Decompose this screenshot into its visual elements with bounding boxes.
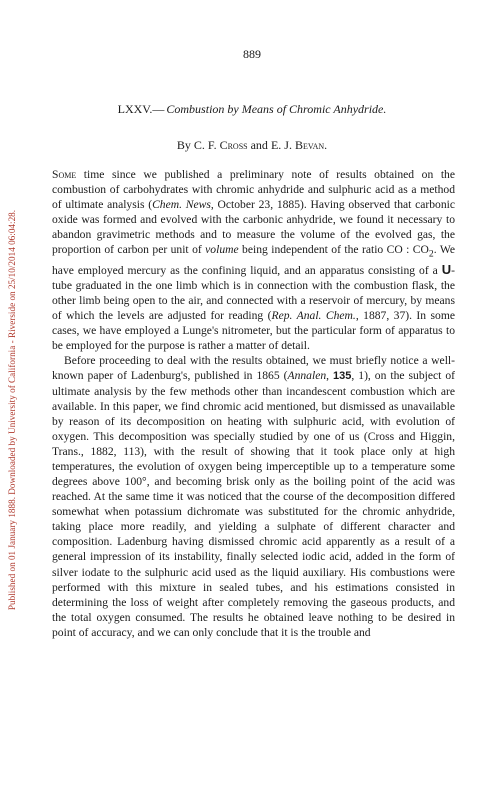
page-number: 889 bbox=[243, 47, 261, 61]
download-notice-text: Published on 01 January 1888. Downloaded by University of California - Riverside on 25/10/2014 06:04:28. bbox=[7, 209, 17, 611]
paragraph-text-run: volume bbox=[205, 243, 239, 257]
paragraph-text-run: time since we published a preliminary note of results obtained on the combustion of carbohydrates with chromic anhydride and sulphuric acid as a method of ultimate analysis ( bbox=[52, 168, 455, 212]
article-body bbox=[52, 167, 455, 640]
download-notice-sidebar bbox=[0, 0, 24, 792]
byline-suffix: . bbox=[324, 138, 328, 152]
paragraph-text-run: Rep. Anal. Chem. bbox=[271, 308, 356, 322]
paragraph-text-run: Chem. News bbox=[152, 198, 211, 212]
author-name: E. J. Bevan bbox=[270, 138, 325, 152]
body-paragraph bbox=[52, 353, 455, 640]
author-name: C. F. Cross bbox=[193, 138, 248, 152]
article-title bbox=[0, 102, 504, 117]
paragraph-text-run: 135 bbox=[333, 369, 352, 382]
byline-prefix: By bbox=[176, 138, 194, 152]
byline-conjunction: and bbox=[247, 138, 271, 152]
paragraph-text-run: 2 bbox=[428, 248, 434, 260]
paragraph-text-run: U bbox=[441, 261, 452, 277]
byline bbox=[0, 138, 504, 153]
article-title-text: Combustion by Means of Chromic Anhydride. bbox=[166, 102, 387, 116]
paragraph-text-run: . We have employed mercury as the confining liquid, and an apparatus consisting of a bbox=[52, 243, 456, 277]
paragraph-text-run: -tube graduated in the one limb which is in connection with the combustion flask, the other limb being open to the air, and connected with a reservoir of mercury, by means of which the levels are adjusted for reading ( bbox=[52, 263, 455, 322]
paragraph-text-run: , October 23, 1885). Having observed that carbonic oxide was formed and evolved with the carbonic anhydride, we found it necessary to abandon gravimetric methods and to measure the volume of the evolved gas, the proportion of carbon per unit of bbox=[52, 198, 456, 257]
paragraph-text-run: , 1887, 37). In some cases, we have employed a Lunge's nitrometer, but the particular form of apparatus to be employed for the purpose is rather a matter of detail. bbox=[52, 308, 455, 352]
body-paragraph bbox=[52, 167, 455, 353]
article-number: LXXV.— bbox=[117, 102, 165, 116]
paragraph-text-run: , 1), on the subject of ultimate analysis by the few methods other than incandescent combustion which are available. In this paper, we find chromic acid mentioned, but dismissed as unavailable by reason of its decomposition on heating with sulphuric acid, with evolution of oxygen. This decomposition was specially studied by one of us (Cross and Higgin, Trans., 1882, 113), with the result of showing that it took place only at high temperatures, the evolution of oxygen being imperceptible up to a temperature some degrees above 100°, and becoming brisk only as the boiling point of the acid was reached. At the same time it was noticed that the course of the decomposition differed somewhat when potassium dichromate was substituted for the chromic anhydride, taking place more readily, and yielding a sulphate of different character and composition. Ladenburg having dismissed chromic acid apparently as a result of a general impression of its instability, finally selected iodic acid, added in the form of silver iodate to the sulphuric acid used as the liquid auxiliary. His combustions were performed with this mixture in sealed tubes, and his estimations consisted in determining the loss of weight after completely removing the gaseous products, and the total oxygen consumed. The results he obtained leave nothing to be desired in point of accuracy, and we can only conclude that it is the trouble and bbox=[52, 368, 456, 639]
paragraph-text-run: Before proceeding to deal with the results obtained, we must briefly notice a well-known paper of Ladenburg's, published in 1865 ( bbox=[52, 353, 455, 382]
paragraph-text-run: , bbox=[326, 368, 334, 382]
paragraph-text-run: Some bbox=[52, 168, 77, 181]
paragraph-text-run: Annalen bbox=[287, 368, 327, 382]
paragraph-text-run: being independent of the ratio CO : CO bbox=[238, 243, 429, 257]
